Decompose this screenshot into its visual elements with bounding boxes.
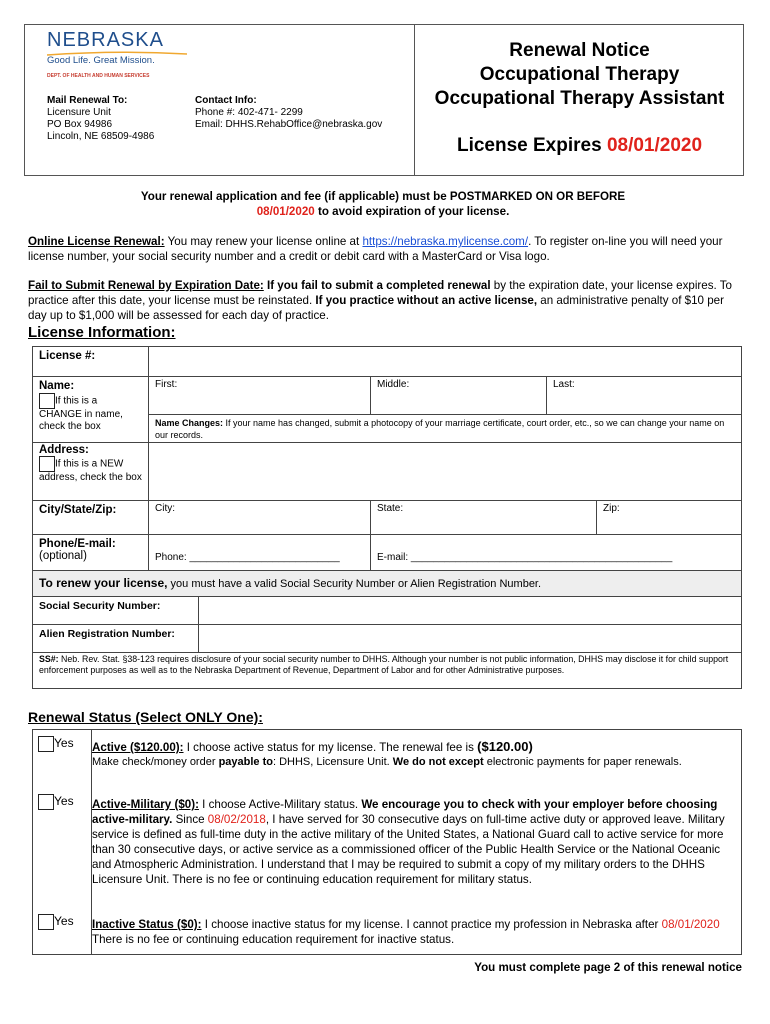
license-number-label-cell — [33, 347, 149, 377]
online-renewal-paragraph — [28, 234, 738, 264]
postmark-line2 — [28, 204, 738, 219]
active-payable: payable to — [218, 756, 273, 768]
email-line: E-mail: _______________________________________________ — [377, 552, 673, 563]
title-line3: Occupational Therapy Assistant — [434, 88, 725, 109]
mail-line3: Lincoln, NE 68509-4986 — [47, 131, 155, 142]
address-field[interactable] — [149, 443, 741, 501]
name-changes-label: Name Changes: — [155, 418, 224, 428]
logo-dept: DEPT. OF HEALTH AND HUMAN SERVICES — [47, 73, 150, 79]
name-change-row — [39, 393, 142, 433]
military-text3: , I have served for 30 consecutive days on full-time active duty or approved leave. Military service is defined as full-time duty in the active military of the United States, a National Guard call to active service for more than 30 consecutive days, or active service as a commissioned officer of the Public Health Service or the National Oceanic and Atmospheric Administration. I understand that I may be required to submit a copy of my military orders to the DHHS Licensure Unit. There is no fee or continuing education requirement for military status. — [92, 813, 725, 886]
ss-text: Neb. Rev. Stat. §38-123 requires disclosure of your social security number to DHHS. Although your number is not public information, DHHS may disclose it for child support enforcement purposes as well as to the Nebraska Department of Revenue, Department of Labor and for other Administrative purposes. — [39, 654, 729, 675]
footer-note: You must complete page 2 of this renewal notice — [474, 961, 742, 974]
city-state-zip-label-cell — [33, 501, 149, 535]
military-label: Active-Military ($0): — [92, 798, 199, 811]
alien-label: Alien Registration Number: — [39, 628, 175, 640]
phone-line: Phone: ___________________________ — [155, 552, 340, 563]
fail-text2: an administrative penalty of $10 per day up to $1,000 will be assessed for each day of practice. — [28, 294, 724, 322]
ssn-disclosure-note — [33, 653, 741, 688]
inactive-label: Inactive Status ($0): — [92, 918, 202, 931]
renew-requirement-row — [33, 571, 741, 597]
fail-bold2: If you practice without an active license, — [315, 294, 538, 307]
renew-bold: To renew your license, — [39, 576, 168, 590]
last-name-label: Last: — [553, 379, 575, 390]
license-info-table — [32, 346, 742, 689]
military-bold: We encourage you to check with your employer before choosing active-military. — [92, 798, 718, 826]
fail-to-submit-paragraph — [28, 278, 738, 323]
military-text2: Since — [172, 813, 208, 826]
state-field[interactable] — [371, 501, 597, 535]
logo-name: NEBRASKA — [47, 29, 164, 51]
inactive-yes — [38, 914, 74, 930]
contact-block — [195, 95, 382, 131]
first-name-label: First: — [155, 379, 178, 390]
license-number-field[interactable] — [149, 347, 741, 377]
name-label: Name: — [39, 380, 75, 392]
optional-label: (optional) — [39, 550, 87, 562]
name-change-checkbox[interactable] — [39, 393, 55, 409]
active-line2a: Make check/money order — [92, 756, 219, 768]
name-changes-note — [149, 415, 741, 443]
license-expires — [416, 135, 743, 157]
state-label: State: — [377, 503, 404, 514]
middle-name-field[interactable] — [371, 377, 547, 415]
expires-date: 08/01/2020 — [606, 135, 703, 156]
military-text1: I choose Active-Military status. — [198, 798, 362, 811]
active-fee: ($120.00) — [477, 739, 533, 754]
middle-name-label: Middle: — [377, 379, 410, 390]
address-change-checkbox[interactable] — [39, 456, 55, 472]
fail-bold1: If you fail to submit a completed renewal — [263, 279, 491, 292]
phone-email-label-cell — [33, 535, 149, 571]
online-renewal-link[interactable]: https://nebraska.mylicense.com/ — [362, 235, 529, 248]
postmark-date: 08/01/2020 — [256, 205, 315, 218]
active-text: I choose active status for my license. The renewal fee is — [183, 741, 478, 754]
address-label: Address: — [39, 444, 89, 456]
title-line1: Renewal Notice — [509, 40, 650, 61]
postmark-notice — [28, 189, 738, 219]
mail-line1: Licensure Unit — [47, 107, 111, 118]
inactive-checkbox[interactable] — [38, 914, 54, 930]
email-field[interactable] — [371, 535, 741, 571]
ssn-label-cell — [33, 597, 199, 625]
military-yes-label: Yes — [54, 794, 74, 809]
active-yes — [38, 736, 74, 752]
fail-label: Fail to Submit Renewal by Expiration Date: — [28, 279, 264, 292]
mail-renewal-block — [47, 95, 154, 143]
renewal-status-title: Renewal Status (Select ONLY One): — [28, 709, 263, 725]
header-left — [25, 25, 415, 175]
address-label-cell — [33, 443, 149, 501]
active-option — [92, 739, 732, 769]
first-name-field[interactable] — [149, 377, 371, 415]
expires-label: License Expires — [456, 135, 607, 156]
ssn-field[interactable] — [199, 597, 741, 625]
postmark-line1: Your renewal application and fee (if applicable) must be POSTMARKED ON OR BEFORE — [140, 190, 626, 203]
postmark-rest: to avoid expiration of your license. — [314, 205, 510, 218]
last-name-field[interactable] — [547, 377, 741, 415]
zip-field[interactable] — [597, 501, 741, 535]
license-number-label: License #: — [39, 350, 96, 362]
alien-registration-field[interactable] — [199, 625, 741, 653]
active-yes-label: Yes — [54, 736, 74, 751]
inactive-text2: There is no fee or continuing education requirement for inactive status. — [92, 933, 455, 946]
license-info-title: License Information: — [28, 324, 176, 341]
active-line2c: : DHHS, Licensure Unit. — [272, 756, 393, 768]
alien-label-cell — [33, 625, 199, 653]
contact-label: Contact Info: — [195, 95, 257, 106]
online-text2: . To register on-line you will need your license number, your social security number and a credit or debit card with a MasterCard or Visa logo. — [28, 235, 723, 263]
city-field[interactable] — [149, 501, 371, 535]
online-label: Online License Renewal: — [28, 235, 165, 248]
city-label: City: — [155, 503, 175, 514]
logo-tagline: Good Life. Great Mission. — [47, 55, 155, 66]
phone-email-label: Phone/E-mail: — [39, 538, 116, 550]
active-checkbox[interactable] — [38, 736, 54, 752]
mail-label: Mail Renewal To: — [47, 95, 128, 106]
active-line2e: electronic payments for paper renewals. — [483, 756, 682, 768]
fail-text1: by the expiration date, your license expires. To practice after this date, your license must be reinstated. — [28, 279, 733, 307]
active-label: Active ($120.00): — [92, 741, 184, 754]
inactive-date: 08/01/2020 — [661, 918, 720, 931]
header-right — [416, 25, 743, 175]
address-change-row — [39, 456, 142, 484]
phone-field[interactable] — [149, 535, 371, 571]
inactive-option — [92, 917, 732, 947]
contact-phone: Phone #: 402-471- 2299 — [195, 107, 303, 118]
active-no-except: We do not except — [392, 756, 484, 768]
inactive-text: I choose inactive status for my license. I cannot practice my profession in Nebraska after — [201, 918, 662, 931]
ss-label: SS#: — [39, 654, 59, 664]
zip-label: Zip: — [603, 503, 620, 514]
military-date: 08/02/2018 — [207, 813, 266, 826]
military-option — [92, 797, 732, 887]
military-yes — [38, 794, 74, 810]
name-changes-text: If your name has changed, submit a photocopy of your marriage certificate, court order, etc., so we can change your name on our records. — [155, 418, 725, 440]
address-change-text: If this is a NEW address, check the box — [39, 458, 142, 483]
city-state-zip-label: City/State/Zip: — [39, 504, 117, 516]
online-text1: You may renew your license online at — [164, 235, 363, 248]
renew-text: you must have a valid Social Security Number or Alien Registration Number. — [167, 578, 542, 590]
contact-email[interactable]: Email: DHHS.RehabOffice@nebraska.gov — [195, 119, 383, 130]
form-title — [416, 39, 743, 111]
name-label-cell — [33, 377, 149, 443]
name-change-text: If this is a CHANGE in name, check the box — [39, 395, 123, 432]
header-box — [24, 24, 744, 176]
title-line2: Occupational Therapy — [479, 64, 680, 85]
ssn-label: Social Security Number: — [39, 600, 161, 612]
military-checkbox[interactable] — [38, 794, 54, 810]
inactive-yes-label: Yes — [54, 914, 74, 929]
mail-line2: PO Box 94986 — [47, 119, 113, 130]
